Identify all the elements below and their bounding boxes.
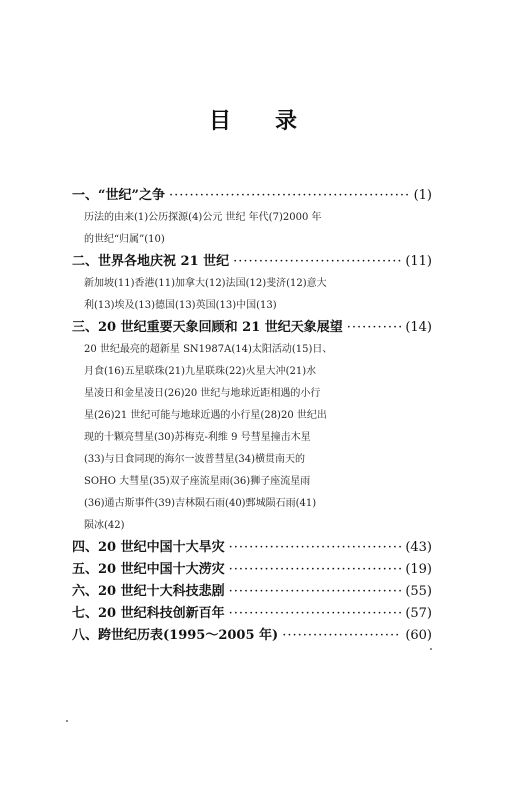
toc-entry-7[interactable] xyxy=(72,603,432,625)
toc-entry-label: 四、20 世纪中国十大旱灾 xyxy=(72,540,225,555)
toc-subentries xyxy=(72,339,432,537)
toc-subentries xyxy=(72,207,432,251)
dot-leader xyxy=(169,185,410,207)
dot-leader xyxy=(229,603,402,625)
toc-entry-page: (43) xyxy=(405,540,432,555)
toc-entry-label: 六、20 世纪十大科技悲剧 xyxy=(72,584,225,599)
scan-speck xyxy=(430,648,432,650)
table-of-contents xyxy=(72,185,432,647)
toc-entry-page: (19) xyxy=(405,562,432,577)
toc-subline: 利(13)埃及(13)德国(13)英国(13)中国(13) xyxy=(84,300,277,311)
toc-subline: 的世纪“归属”(10) xyxy=(84,234,165,245)
toc-subentries xyxy=(72,273,432,317)
dot-leader xyxy=(229,581,402,603)
toc-entry-label: 八、跨世纪历表(1995～2005 年) xyxy=(72,628,279,643)
toc-entry-page: (1) xyxy=(413,188,432,203)
toc-entry-2[interactable] xyxy=(72,251,432,273)
dot-leader xyxy=(229,559,402,581)
toc-entry-4[interactable] xyxy=(72,537,432,559)
toc-subline: 20 世纪最亮的超新星 SN1987A(14)太阳活动(15)日、 xyxy=(84,344,333,355)
toc-subline: 新加坡(11)香港(11)加拿大(12)法国(12)斐济(12)意大 xyxy=(84,278,327,289)
toc-entry-page: (55) xyxy=(405,584,432,599)
scan-speck xyxy=(66,720,68,722)
dot-leader xyxy=(282,625,401,647)
dot-leader xyxy=(347,317,402,339)
toc-subline: 月食(16)五星联珠(21)九星联珠(22)火星大冲(21)水 xyxy=(84,366,317,377)
dot-leader xyxy=(233,251,401,273)
toc-entry-label: 三、20 世纪重要天象回顾和 21 世纪天象展望 xyxy=(72,320,343,335)
page-title: 目 录 xyxy=(208,109,297,134)
toc-entry-label: 一、“世纪”之争 xyxy=(72,188,165,203)
dot-leader xyxy=(229,537,402,559)
toc-subline: SOHO 大彗星(35)双子座流星雨(36)狮子座流星雨 xyxy=(84,476,311,487)
toc-entry-label: 二、世界各地庆祝 21 世纪 xyxy=(72,254,230,269)
toc-entry-page: (60) xyxy=(405,628,432,643)
toc-entry-page: (11) xyxy=(405,254,432,269)
toc-subline: (33)与日食同现的海尔一波普彗星(34)横贯南天的 xyxy=(84,454,306,465)
toc-entry-1[interactable] xyxy=(72,185,432,207)
toc-entry-page: (57) xyxy=(405,606,432,621)
toc-entry-5[interactable] xyxy=(72,559,432,581)
toc-entry-3[interactable] xyxy=(72,317,432,339)
toc-entry-page: (14) xyxy=(405,320,432,335)
toc-entry-8[interactable] xyxy=(72,625,432,647)
toc-entry-6[interactable] xyxy=(72,581,432,603)
toc-subline: 陨冰(42) xyxy=(84,520,125,531)
toc-subline: 星(26)21 世纪可能与地球近遇的小行星(28)20 世纪出 xyxy=(84,410,327,421)
toc-subline: 现的十颗亮彗星(30)苏梅克-利维 9 号彗星撞击木星 xyxy=(84,432,311,443)
toc-subline: 星凌日和金星凌日(26)20 世纪与地球近距相遇的小行 xyxy=(84,388,321,399)
toc-subline: (36)通古斯事件(39)吉林陨石雨(40)鄄城陨石雨(41) xyxy=(84,498,317,509)
toc-subline: 历法的由来(1)公历探源(4)公元 世纪 年代(7)2000 年 xyxy=(84,212,322,223)
toc-entry-label: 五、20 世纪中国十大涝灾 xyxy=(72,562,225,577)
toc-entry-label: 七、20 世纪科技创新百年 xyxy=(72,606,225,621)
